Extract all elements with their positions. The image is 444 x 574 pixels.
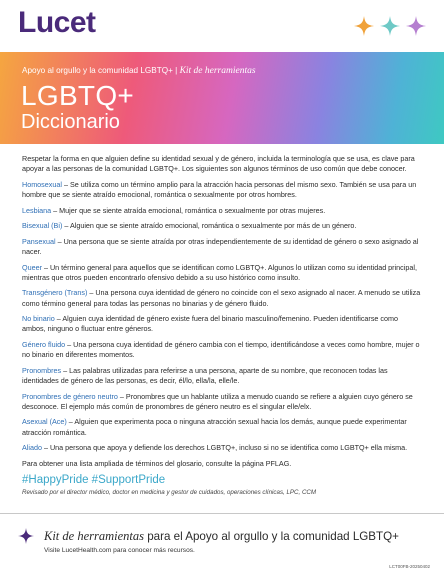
footer-title bbox=[44, 529, 399, 544]
footer-title-italic: Kit de herramientas bbox=[44, 529, 144, 543]
term-name: Pansexual bbox=[22, 236, 56, 246]
header bbox=[0, 0, 444, 52]
term-name: Pronombres bbox=[22, 365, 62, 375]
term-name: Aliado bbox=[22, 443, 42, 453]
term-entry bbox=[22, 263, 422, 283]
document-code: LCT00FB-20250402 bbox=[389, 564, 430, 569]
hashtags: #HappyPride #SupportPride bbox=[22, 473, 166, 486]
decorative-stars-icon bbox=[350, 12, 430, 40]
term-definition: – Pronombres que un hablante utiliza a menudo cuando se refiere a alguien cuyo género se desconoce. El ejemplo más común de pronombres de género neutro es el singular elle/elx. bbox=[22, 391, 413, 411]
teal-star-icon bbox=[380, 16, 400, 36]
closing-paragraph: Para obtener una lista ampliada de términos del glosario, consulte la página PFLAG. bbox=[22, 458, 292, 468]
term-name: Bisexual (Bi) bbox=[22, 221, 63, 231]
term-definition: – Una persona que se siente atraída por otras independientemente de su identidad de género o sexo asignado al nacer. bbox=[22, 236, 419, 256]
orange-star-icon bbox=[354, 16, 374, 36]
term-entry bbox=[22, 340, 422, 360]
term-definition: – Alguien cuya identidad de género existe fuera del binario masculino/femenino. Pueden identificarse como ambos, ninguno o fluctuar entre géneros. bbox=[22, 314, 398, 334]
term-definition: – Alguien que experimenta poca o ninguna atracción sexual hacia los demás, aunque puede experimentar atracción romántica. bbox=[22, 417, 407, 437]
reviewed-by-note: Revisado por el director médico, doctor en medicina y gestor de cuidados, operaciones clínicas, LPC, CCM bbox=[22, 489, 317, 497]
term-definition: – Un término general para aquellos que se identifican como LGBTQ+. Algunos lo utilizan como su identidad principal, mientras que otros pueden encontrarlo ofensivo debido a su uso histórico como insulto. bbox=[22, 262, 417, 282]
term-definition: – Mujer que se siente atraída emocional, romántica o sexualmente por otras mujeres. bbox=[51, 205, 326, 215]
banner-subtitle-separator: | bbox=[172, 66, 180, 75]
term-definition: – Las palabras utilizadas para referirse a una persona, aparte de su nombre, que reconocen todas las identidades de género de las personas, es decir, él/lo, ella/la, elle/le. bbox=[22, 365, 388, 385]
term-name: Homosexual bbox=[22, 179, 62, 189]
footer-subtitle: Visite LucetHealth.com para conocer más recursos. bbox=[44, 547, 195, 554]
page-subtitle: Diccionario bbox=[21, 111, 120, 133]
term-entry bbox=[22, 237, 422, 257]
dictionary-content bbox=[22, 154, 422, 498]
term-definition: – Una persona cuya identidad de género no coincide con el sexo asignado al nacer. A menudo se utiliza como término general para todas las personas no binarias y de género fluido. bbox=[22, 288, 421, 308]
term-name: Asexual (Ace) bbox=[22, 417, 67, 427]
footer bbox=[0, 514, 444, 574]
term-name: Pronombres de género neutro bbox=[22, 391, 118, 401]
term-definition: – Alguien que se siente atraído emocional, romántica o sexualmente por más de un género. bbox=[62, 221, 357, 231]
term-definition: – Una persona que apoya y defiende los derechos LGBTQ+, incluso si no se identifica como LGBTQ+ ella misma. bbox=[41, 443, 408, 453]
term-entry bbox=[22, 206, 422, 216]
term-name: Transgénero (Trans) bbox=[22, 288, 88, 298]
page-title: LGBTQ+ bbox=[21, 80, 135, 111]
banner-subtitle bbox=[22, 66, 256, 76]
footer-title-rest: para el Apoyo al orgullo y la comunidad LGBTQ+ bbox=[144, 530, 399, 543]
term-definition: – Una persona cuya identidad de género cambia con el tiempo, identificándose a veces como hombre, mujer o no binario en diferentes momentos. bbox=[22, 339, 420, 360]
term-entry bbox=[22, 180, 422, 200]
banner-subtitle-main: Apoyo al orgullo y la comunidad LGBTQ+ bbox=[22, 66, 173, 75]
term-entry bbox=[22, 417, 422, 437]
term-name: No binario bbox=[22, 314, 55, 324]
banner-subtitle-kit: Kit de herramientas bbox=[179, 66, 256, 76]
term-entry bbox=[22, 288, 422, 308]
term-entry bbox=[22, 366, 422, 386]
term-definition: – Se utiliza como un término amplio para la atracción hacia personas del mismo sexo. También se usa para un hombre que se siente atraído emocional, romántica o sexualmente por otros hombres. bbox=[22, 179, 417, 199]
purple-star-icon bbox=[18, 528, 34, 544]
lucet-logo: Lucet bbox=[18, 6, 96, 39]
term-entry bbox=[22, 221, 422, 231]
term-name: Queer bbox=[22, 262, 42, 272]
term-name: Género fluido bbox=[22, 339, 66, 349]
intro-paragraph: Respetar la forma en que alguien define su identidad sexual y de género, incluida la terminología que se usa, es clave para apoyar a las personas de la comunidad LGBTQ+. Los siguientes son algunos términos de uso común que debe conocer. bbox=[22, 154, 415, 174]
term-entry bbox=[22, 443, 422, 453]
term-name: Lesbiana bbox=[22, 205, 52, 215]
term-entry bbox=[22, 392, 422, 412]
term-entry bbox=[22, 314, 422, 334]
purple-star-icon bbox=[406, 16, 426, 36]
